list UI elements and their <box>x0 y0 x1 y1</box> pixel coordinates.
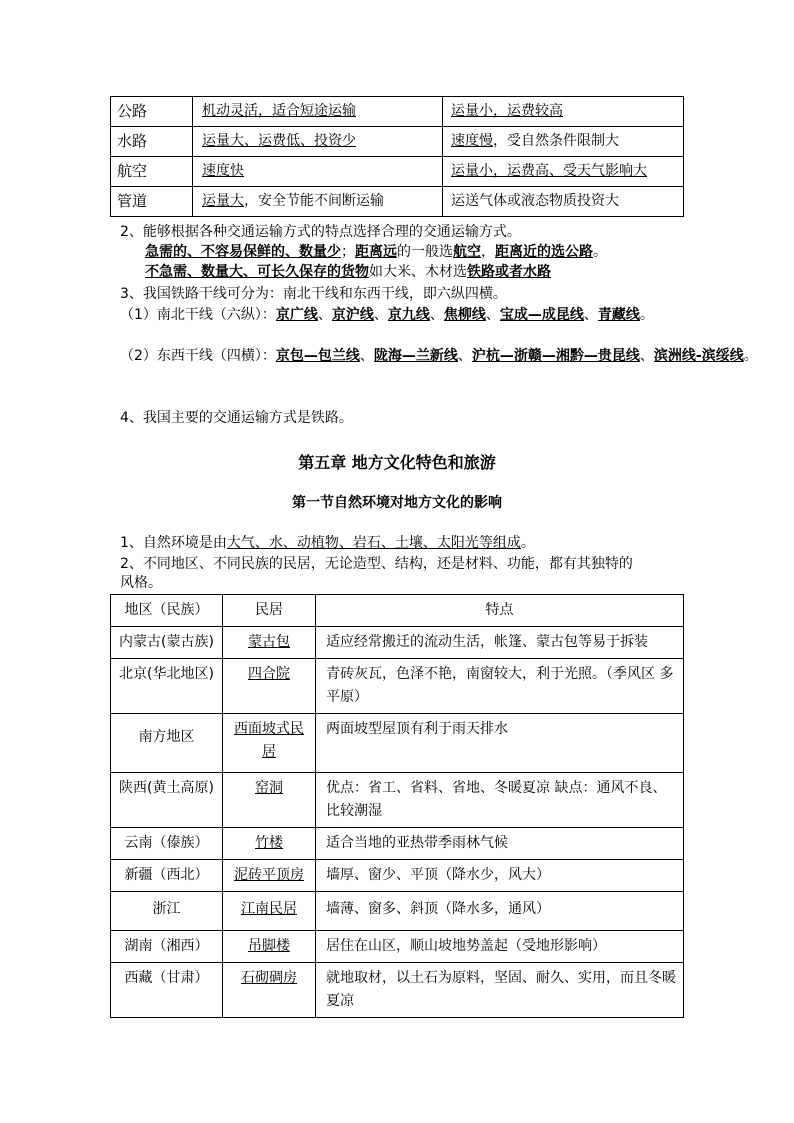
table-row <box>111 931 684 963</box>
advantage-cell: 机动灵活，适合短途运输 <box>193 97 443 127</box>
disadvantage-cell: 运量小，运费高、受天气影响大 <box>443 157 684 187</box>
feature-cell: 两面坡型屋顶有利于雨天排水 <box>316 714 684 773</box>
feature-cell: 就地取材，以土石为原料，坚固、耐久、实用，而且冬暖夏凉 <box>316 963 684 1018</box>
point-2-rule-1: 急需的、不容易保鲜的、数量少；距离远的一般选航空，距离近的选公路。 <box>145 244 607 260</box>
house-cell: 窑洞 <box>223 773 316 828</box>
header-house: 民居 <box>223 595 316 627</box>
feature-cell: 青砖灰瓦，色泽不艳，南窗较大，利于光照。（季风区 多平原） <box>316 659 684 714</box>
region-cell: 浙江 <box>111 892 223 931</box>
chapter-title: 第五章 地方文化特色和旅游 <box>298 453 496 472</box>
disadvantage-cell: 运送气体或液态物质投资大 <box>443 187 684 217</box>
house-cell: 竹楼 <box>223 828 316 860</box>
table-header-row <box>111 595 684 627</box>
table-row <box>111 963 684 1018</box>
mode-cell: 管道 <box>111 187 193 217</box>
table-row <box>111 714 684 773</box>
table-row <box>111 627 684 659</box>
section-title: 第一节自然环境对地方文化的影响 <box>292 495 502 511</box>
region-cell: 新疆（西北） <box>111 860 223 892</box>
header-feature: 特点 <box>316 595 684 627</box>
feature-cell: 优点：省工、省料、省地、冬暖夏凉 缺点：通风不良、比较潮湿 <box>316 773 684 828</box>
disadvantage-cell: 运量小，运费较高 <box>443 97 684 127</box>
region-cell: 西藏（甘肃） <box>111 963 223 1018</box>
feature-cell: 适应经常搬迁的流动生活，帐篷、蒙古包等易于拆装 <box>316 627 684 659</box>
house-cell: 石砌碉房 <box>223 963 316 1018</box>
disadvantage-cell: 速度慢，受自然条件限制大 <box>443 127 684 157</box>
dwellings-table <box>110 594 684 1018</box>
house-cell: 江南民居 <box>223 892 316 931</box>
house-cell: 四合院 <box>223 659 316 714</box>
table-row <box>111 157 684 187</box>
header-region: 地区（民族） <box>111 595 223 627</box>
point-2-text: 2、能够根据各种交通运输方式的特点选择合理的交通运输方式。 <box>120 224 521 240</box>
advantage-cell: 速度快 <box>193 157 443 187</box>
region-cell: 云南（傣族） <box>111 828 223 860</box>
advantage-cell: 运量大、运费低、投资少 <box>193 127 443 157</box>
table-row <box>111 659 684 714</box>
feature-cell: 适合当地的亚热带季雨林气候 <box>316 828 684 860</box>
mode-cell: 公路 <box>111 97 193 127</box>
region-cell: 陕西(黄土高原) <box>111 773 223 828</box>
table-row <box>111 127 684 157</box>
region-cell: 北京(华北地区) <box>111 659 223 714</box>
transport-table <box>110 96 684 217</box>
table-row <box>111 860 684 892</box>
house-cell: 吊脚楼 <box>223 931 316 963</box>
feature-cell: 墙薄、窗多、斜顶（降水多，通风） <box>316 892 684 931</box>
culture-point-1: 1、自然环境是由大气、水、动植物、岩石、土壤、太阳光等组成。 <box>120 535 535 551</box>
region-cell: 内蒙古(蒙古族) <box>111 627 223 659</box>
table-row <box>111 828 684 860</box>
point-3-text: 3、我国铁路干线可分为：南北干线和东西干线，即六纵四横。 <box>120 286 507 302</box>
region-cell: 湖南（湘西） <box>111 931 223 963</box>
region-cell: 南方地区 <box>111 714 223 773</box>
table-row <box>111 97 684 127</box>
point-2-rule-2: 不急需、数量大、可长久保存的货物如大米、木材选铁路或者水路 <box>145 264 551 280</box>
mode-cell: 水路 <box>111 127 193 157</box>
house-cell: 西面坡式民居 <box>223 714 316 773</box>
table-row <box>111 892 684 931</box>
culture-point-2-line-1: 2、不同地区、不同民族的民居，无论造型、结构，还是材料、功能，都有其独特的 <box>120 556 633 572</box>
house-cell: 蒙古包 <box>223 627 316 659</box>
table-row <box>111 187 684 217</box>
mode-cell: 航空 <box>111 157 193 187</box>
advantage-cell: 运量大，安全节能不间断运输 <box>193 187 443 217</box>
point-4-text: 4、我国主要的交通运输方式是铁路。 <box>120 410 353 426</box>
feature-cell: 居住在山区，顺山坡地势盖起（受地形影响） <box>316 931 684 963</box>
culture-point-2-line-2: 风格。 <box>120 575 162 591</box>
feature-cell: 墙厚、窗少、平顶（降水少，风大） <box>316 860 684 892</box>
east-west-lines: （2）东西干线（四横）：京包—包兰线、陇海—兰新线、沪杭—浙赣—湘黔—贵昆线、滨洲线-滨绥线。 <box>120 348 758 364</box>
table-row <box>111 773 684 828</box>
north-south-lines: （1）南北干线（六纵）：京广线、京沪线、京九线、焦柳线、宝成—成昆线、青藏线。 <box>120 307 654 323</box>
house-cell: 泥砖平顶房 <box>223 860 316 892</box>
